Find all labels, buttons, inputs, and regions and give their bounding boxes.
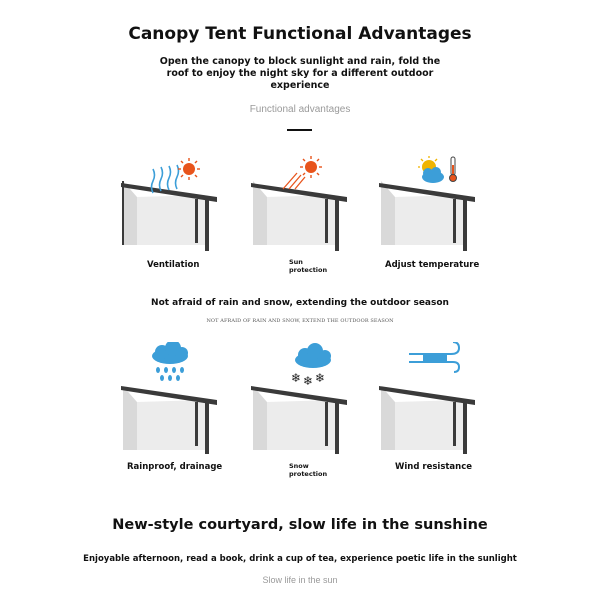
- feature-label: Sun protection: [289, 258, 328, 274]
- pergola-icon: [115, 342, 225, 457]
- page-title: Canopy Tent Functional Advantages: [128, 24, 472, 44]
- section-label: Functional advantages: [249, 104, 351, 115]
- page-subtitle: Open the canopy to block sunlight and rain, fold the roof to enjoy the night sky for a different outdoor experience: [159, 56, 441, 91]
- section-title: New-style courtyard, slow life in the sunshine: [112, 517, 488, 533]
- svg-text:❄: ❄: [303, 374, 314, 388]
- wind-icon: [409, 342, 459, 372]
- divider: [287, 129, 312, 131]
- svg-text:❄: ❄: [291, 371, 302, 385]
- pergola-icon: [115, 155, 225, 255]
- pergola-icon: [245, 155, 355, 255]
- sun-icon: [300, 156, 322, 178]
- feature-ventilation: [115, 155, 225, 275]
- feature-rainproof: [115, 342, 225, 472]
- feature-snow-protection: [245, 342, 355, 478]
- sun-icon: [178, 158, 200, 180]
- pergola-icon: [245, 342, 355, 457]
- mid-subtitle: NOT AFRAID OF RAIN AND SNOW, EXTEND THE OUTDOOR SEASON: [206, 318, 394, 324]
- svg-text:❄: ❄: [315, 371, 326, 385]
- feature-label: Ventilation: [147, 260, 200, 270]
- feature-adjust-temperature: [373, 155, 483, 275]
- snowflake-icon: [291, 371, 325, 388]
- rain-cloud-icon: [152, 342, 188, 381]
- section-tagline: Slow life in the sun: [262, 575, 338, 585]
- thermometer-icon: [450, 157, 457, 182]
- pergola-icon: [373, 342, 483, 457]
- pergola-icon: [373, 155, 483, 255]
- weather-icon: [418, 156, 444, 183]
- sun-ray-icon: [283, 173, 305, 189]
- feature-sun-protection: [245, 155, 355, 275]
- feature-label: Adjust temperature: [385, 260, 480, 270]
- feature-label: Rainproof, drainage: [127, 462, 223, 472]
- feature-wind-resistance: [373, 342, 483, 472]
- mid-title: Not afraid of rain and snow, extending the outdoor season: [151, 298, 449, 308]
- section-subtitle: Enjoyable afternoon, read a book, drink a cup of tea, experience poetic life in the sunlight: [83, 554, 517, 564]
- snow-cloud-icon: [295, 343, 331, 368]
- feature-label: Snow protection: [289, 462, 328, 478]
- feature-label: Wind resistance: [395, 462, 473, 472]
